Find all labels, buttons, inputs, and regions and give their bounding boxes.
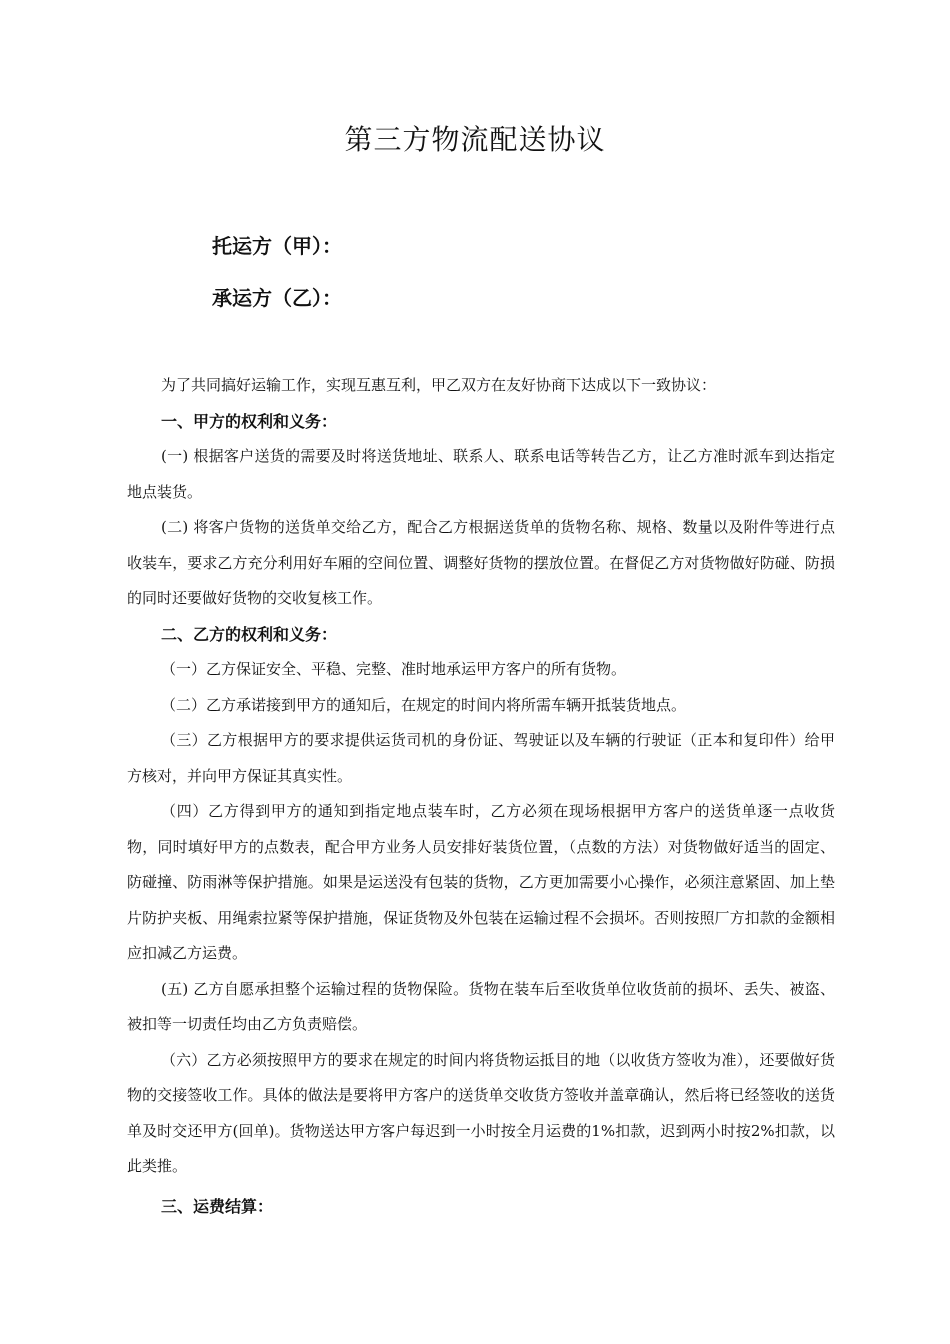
party-a-label: 托运方（甲）： [212,234,342,258]
intro-paragraph: 为了共同搞好运输工作，实现互惠互利，甲乙双方在友好协商下达成以下一致协议： [161,376,717,394]
agreement-body [127,368,835,1224]
section-2-item: （四）乙方得到甲方的通知到指定地点装车时，乙方必须在现场根据甲方客户的送货单逐一点收货物，同时填好甲方的点数表，配合甲方业务人员安排好装货位置，（点数的方法）对货物做好适当的固定、防碰撞、防雨淋等保护措施。如果是运送没有包装的货物，乙方更加需要小心操作，必须注意紧固、加上垫片防护夹板、用绳索拉紧等保护措施，保证货物及外包装在运输过程不会损坏。否则按照厂方扣款的金额相应扣减乙方运费。 [127,802,835,962]
section-2-item: （三）乙方根据甲方的要求提供运货司机的身份证、驾驶证以及车辆的行驶证（正本和复印件）给甲方核对，并向甲方保证其真实性。 [127,731,835,785]
section-2-item: （二）乙方承诺接到甲方的通知后，在规定的时间内将所需车辆开抵装货地点。 [161,695,687,714]
section-2-item: (五) 乙方自愿承担整个运输过程的货物保险。货物在装车后至收货单位收货前的损坏、丢失、被盗、被扣等一切责任均由乙方负责赔偿。 [127,979,835,1033]
section-2-item: （六）乙方必须按照甲方的要求在规定的时间内将货物运抵目的地（以收货方签收为准），还要做好货物的交接签收工作。具体的做法是要将甲方客户的送货单交收货方签收并盖章确认，然后将已经签收的送货单及时交还甲方(回单)。货物送达甲方客户每迟到一小时按全月运费的1%扣款，迟到两小时按2%扣款，以此类推。 [127,1050,835,1175]
section-2-item: （一）乙方保证安全、平稳、完整、准时地承运甲方客户的所有货物。 [161,660,627,678]
section-1-heading: 一、甲方的权利和义务： [161,411,338,431]
party-b-label: 承运方（乙）： [212,286,342,310]
section-1-item: (一) 根据客户送货的需要及时将送货地址、联系人、联系电话等转告乙方，让乙方准时派车到达指定地点装货。 [127,447,835,501]
section-1-item: (二) 将客户货物的送货单交给乙方，配合乙方根据送货单的货物名称、规格、数量以及附件等进行点收装车，要求乙方充分利用好车厢的空间位置、调整好货物的摆放位置。在督促乙方对货物做好防碰、防损的同时还要做好货物的交收复核工作。 [127,518,835,607]
document-title: 第三方物流配送协议 [344,123,606,156]
section-3-heading: 三、运费结算： [161,1196,274,1216]
section-2-heading: 二、乙方的权利和义务： [161,624,338,644]
